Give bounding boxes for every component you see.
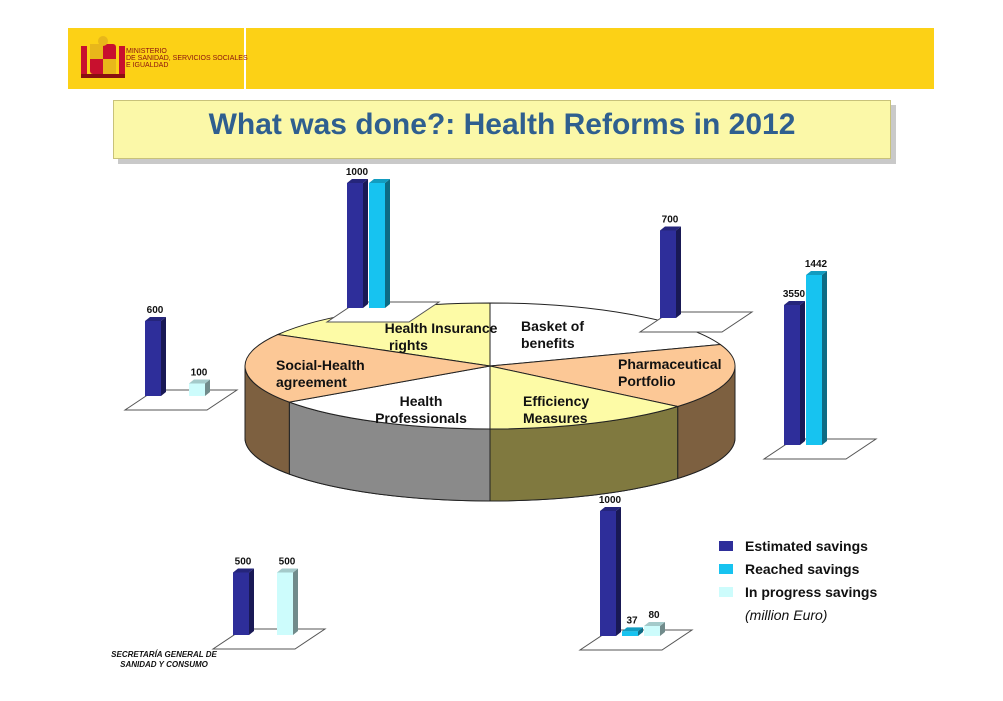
bar-estimated-savings [600, 511, 616, 636]
bar-value-label: 37 [626, 615, 638, 627]
bar-estimated-savings-side [676, 227, 681, 319]
pie-slice-label: Basket of [521, 318, 585, 334]
pie-slice-label: Pharmaceutical [618, 356, 722, 372]
bar-estimated-savings [145, 321, 161, 396]
legend-label: In progress savings [745, 584, 878, 600]
bar-value-label: 3550 [782, 289, 806, 300]
bar-in-progress-savings [644, 626, 660, 636]
bar-value-label: 1000 [345, 167, 369, 178]
pie-slice-label: Social-Health [276, 357, 365, 373]
bar-value-label: 500 [234, 556, 252, 568]
pie-slice-label: Health [399, 393, 443, 409]
bar-estimated-savings [784, 305, 800, 445]
pie-slice-label: Professionals [375, 410, 467, 426]
legend-label: Reached savings [745, 561, 860, 577]
bar-reached-savings [806, 275, 822, 445]
bar-estimated-savings-side [616, 507, 621, 636]
bar-value-label: 600 [146, 305, 164, 316]
legend-swatch [719, 587, 733, 597]
ministry-name-line: MINISTERIO [126, 48, 167, 55]
bar-reached-savings-side [385, 179, 390, 308]
bar-estimated-savings-side [363, 179, 368, 308]
bar-value-label: 500 [278, 556, 296, 568]
pie-slice-label: agreement [276, 374, 347, 390]
pie-slice-label: Measures [523, 410, 588, 426]
legend-swatch [719, 564, 733, 574]
pie-slice-label: Efficiency [523, 393, 590, 409]
legend-unit-note: (million Euro) [745, 607, 828, 623]
bar-estimated-savings-side [161, 317, 166, 396]
pie-slice-label: rights [389, 337, 428, 353]
bar-estimated-savings [660, 231, 676, 319]
bar-in-progress-savings [277, 573, 293, 636]
pie-slice-label: Health Insurance [384, 320, 498, 336]
bar-estimated-savings [233, 573, 249, 636]
pie-slice-label: benefits [521, 335, 575, 351]
ministry-name-line: E IGUALDAD [126, 62, 169, 69]
bar-value-label: 80 [648, 610, 660, 621]
bar-value-label: 100 [190, 367, 208, 379]
bar-floor [125, 390, 237, 410]
legend-label: Estimated savings [745, 538, 868, 554]
footer-organization: SECRETARÍA GENERAL DE SANIDAD Y CONSUMO [111, 650, 217, 669]
bar-value-label: 1000 [598, 495, 622, 506]
bar-value-label: 1442 [804, 259, 828, 270]
bar-estimated-savings-side [249, 569, 254, 636]
bar-floor [213, 629, 325, 649]
bar-in-progress-savings-side [293, 569, 298, 636]
bar-value-label: 700 [661, 214, 679, 226]
bar-estimated-savings-side [800, 301, 805, 445]
bar-reached-savings-side [822, 271, 827, 445]
ministry-name-line: DE SANIDAD, SERVICIOS SOCIALES [126, 55, 248, 62]
legend-swatch [719, 541, 733, 551]
bar-floor [640, 312, 752, 332]
page-title: What was done?: Health Reforms in 2012 [208, 108, 796, 141]
bar-in-progress-savings [189, 384, 205, 397]
bar-reached-savings [622, 631, 638, 636]
bar-estimated-savings [347, 183, 363, 308]
bar-reached-savings [369, 183, 385, 308]
pie-slice-label: Portfolio [618, 373, 676, 389]
